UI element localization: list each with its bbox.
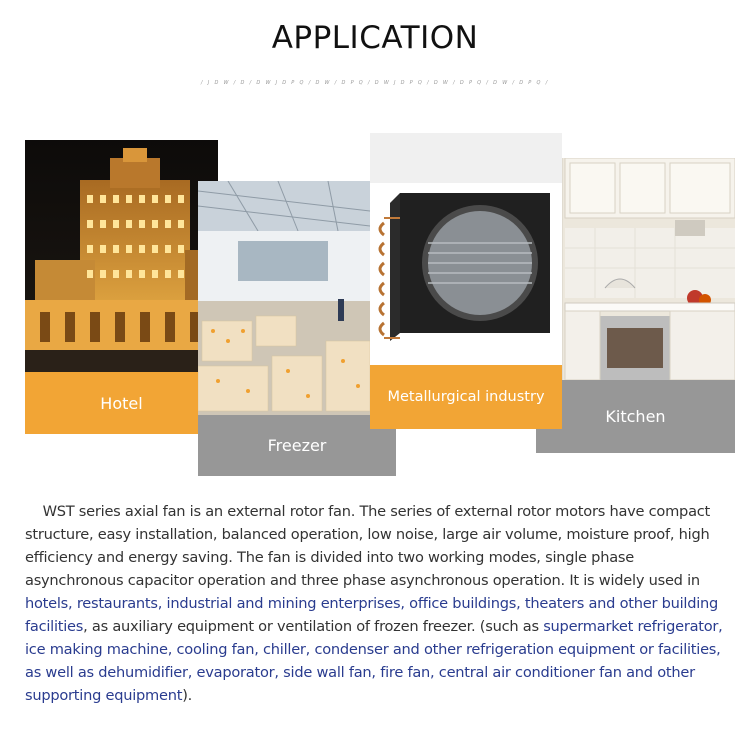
hotel-image	[25, 140, 218, 372]
metallurgical-industry-label: Metallurgical industry	[370, 365, 562, 429]
freezer-label: Freezer	[198, 415, 396, 476]
kitchen-image	[535, 158, 735, 380]
description-paragraph: WST series axial fan is an external rotor fan. The series of external rotor motors have compact structure, easy installation, balanced operation, low noise, large air volume, moisture proof, high efficiency and energy saving. The fan is divided into two working modes, single phase asynchronous capacitor operation and three phase asynchronous operation. It is widely used in hotels, restaurants, industrial and mining enterprises, office buildings, theaters and other building facilities, as auxiliary equipment or ventilation of frozen freezer. (such as supermarket refrigerator, ice making machine, cooling fan, chiller, condenser and other refrigeration equipment or facilities, as well as dehumidifier, evaporator, side wall fan, fire fan, central air conditioner fan and other supporting equipment).	[25, 503, 723, 704]
freezer-image	[198, 181, 370, 415]
highlight-building-facilities: hotels, restaurants, industrial and mining enterprises, office buildings, theaters and other building facilities	[25, 595, 719, 635]
decorative-subline: / J D W / D / D W J D P Q / D W / D P Q / D W J D P Q / D W / D P Q / D W / D P Q /	[200, 80, 550, 86]
page-title: APPLICATION	[271, 20, 479, 56]
condenser-image	[370, 133, 562, 365]
hotel-label: Hotel	[25, 372, 218, 434]
highlight-refrigeration-equipment: supermarket refrigerator, ice making machine, cooling fan, chiller, condenser and other refrigeration equipment or facilities, as well as dehumidifier, evaporator, side wall fan, fire fan, central air conditioner fan and other supporting equipment	[25, 618, 723, 704]
kitchen-label: Kitchen	[536, 380, 735, 453]
